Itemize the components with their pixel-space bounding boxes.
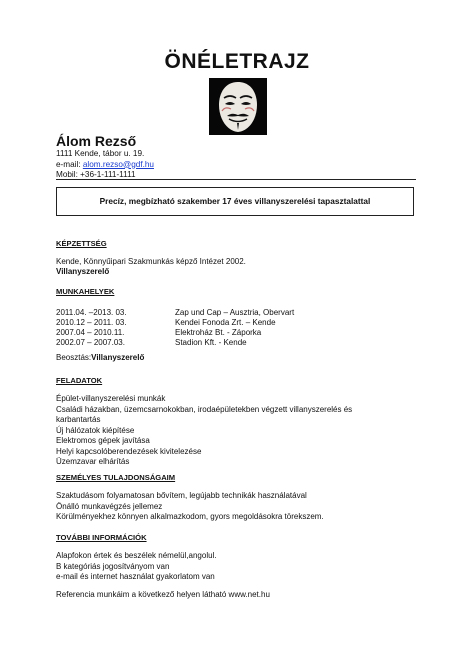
education-school: Kende, Könnyűipari Szakmunkás képző Intézet 2002. (56, 257, 246, 266)
person-name: Álom Rezső (56, 133, 137, 149)
contact-block (56, 149, 154, 181)
job-dates: 2007.04 – 2010.11. (56, 328, 125, 337)
list-item: Családi házakban, üzemcsarnokokban, irodaépületekben végzett villanyszerelés és (56, 404, 353, 414)
job-place: Kendei Fonoda Zrt. – Kende (175, 318, 276, 327)
guy-fawkes-mask-photo (209, 78, 267, 135)
tasks-heading: FELADATOK (56, 376, 103, 385)
divider-line (56, 179, 416, 180)
position-line (56, 353, 144, 364)
list-item: e-mail és internet használat gyakorlatom van (56, 572, 215, 581)
email-link[interactable]: alom.rezso@gdf.hu (82, 159, 154, 169)
more-info-list (56, 551, 217, 583)
document-title: ÖNÉLETRAJZ (164, 50, 310, 73)
qualities-list (56, 491, 324, 523)
list-item: Önálló munkavégzés jellemez (56, 501, 163, 511)
more-info-heading: TOVÁBBI INFORMÁCIÓK (56, 533, 147, 542)
workplaces-heading: MUNKAHELYEK (56, 287, 115, 296)
list-item: Elektromos gépek javítása (56, 436, 150, 445)
phone-text: Mobil: +36-1-111-1111 (56, 170, 136, 180)
job-place: Zap und Cap – Ausztria, Obervart (175, 308, 295, 317)
list-item: Alapfokon értek és beszélek némelül,angolul. (56, 551, 217, 560)
tasks-list (56, 394, 352, 468)
job-dates: 2002.07 – 2007.03. (56, 338, 125, 347)
education-degree: Villanyszerelő (56, 267, 110, 276)
job-place: Stadion Kft. - Kende (175, 338, 247, 347)
position-label: Beosztás: (56, 353, 92, 362)
email-label: e-mail: (56, 159, 81, 169)
list-item: B kategóriás jogosítványom van (56, 561, 170, 571)
list-item: Körülményekhez könnyen alkalmazkodom, gyors megoldásokra törekszem. (56, 512, 324, 521)
list-item: Helyi kapcsolóberendezések kivitelezése (56, 446, 202, 456)
list-item: Épület-villanyszerelési munkák (56, 394, 166, 403)
list-item: Új hálózatok kiépítése (56, 425, 135, 435)
list-item: Üzemzavar elhárítás (56, 457, 130, 466)
summary-box: Precíz, megbízható szakember 17 éves villanyszerelési tapasztalattal (56, 187, 414, 216)
list-item: karbantartás (56, 415, 101, 424)
list-item: Szaktudásom folyamatosan bővítem, legújabb technikák használatával (56, 491, 307, 500)
address-text: 1111 Kende, tábor u. 19. (56, 149, 145, 158)
job-dates: 2011.04. –2013. 03. (56, 308, 127, 317)
position-value: Villanyszerelő (91, 353, 145, 362)
job-dates: 2010.12 – 2011. 03. (56, 318, 127, 327)
reference-text: Referencia munkáim a következő helyen látható www.net.hu (56, 590, 270, 599)
qualities-heading: SZEMÉLYES TULAJDONSÁGAIM (56, 473, 176, 482)
email-line (56, 160, 154, 171)
education-heading: KÉPZETTSÉG (56, 239, 107, 248)
job-place: Elektroház Bt. - Záporka (175, 328, 262, 337)
